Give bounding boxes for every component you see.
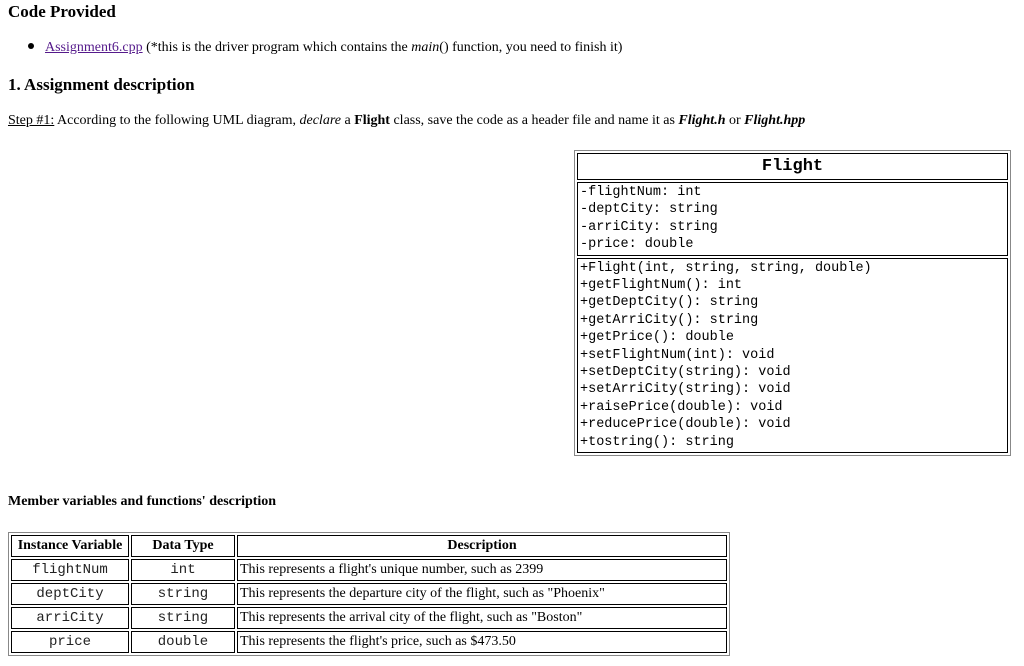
bullet-icon — [28, 43, 34, 49]
table-header-row — [11, 535, 727, 557]
assignment6-link[interactable]: Assignment6.cpp — [45, 40, 143, 55]
step-text-part: According to the following UML diagram, — [54, 113, 300, 128]
step-1-label: Step #1: — [8, 113, 55, 128]
step-text-part: a — [340, 113, 355, 128]
description-cell: This represents the departure city of the flight, such as "Phoenix" — [237, 583, 727, 605]
uml-method: +raisePrice(double): void — [580, 399, 783, 415]
column-header: Instance Variable — [11, 535, 129, 557]
uml-method: +getPrice(): double — [580, 330, 734, 346]
uml-method: +setDeptCity(string): void — [580, 365, 791, 381]
data-type-cell: string — [131, 607, 235, 629]
variable-name-cell: flightNum — [11, 559, 129, 581]
uml-attribute: -deptCity: string — [580, 202, 718, 218]
uml-method: +setFlightNum(int): void — [580, 347, 775, 363]
uml-methods — [577, 258, 1008, 453]
note-suffix: () function, you need to finish it) — [439, 40, 623, 55]
description-cell: This represents the arrival city of the flight, such as "Boston" — [237, 607, 727, 629]
data-type-cell: double — [131, 631, 235, 653]
assignment-heading: 1. Assignment description — [8, 75, 195, 94]
step-file-h: Flight.h — [678, 113, 726, 128]
variable-name-cell: deptCity — [11, 583, 129, 605]
uml-method: +setArriCity(string): void — [580, 382, 791, 398]
uml-method: +reducePrice(double): void — [580, 417, 791, 433]
data-type-cell: int — [131, 559, 235, 581]
uml-attribute: -arriCity: string — [580, 219, 718, 235]
uml-method: +Flight(int, string, string, double) — [580, 260, 872, 276]
column-header: Data Type — [131, 535, 235, 557]
code-provided-item — [28, 40, 622, 56]
member-description-heading: Member variables and functions' description — [8, 494, 277, 509]
uml-method: +getFlightNum(): int — [580, 278, 743, 294]
data-type-cell: string — [131, 583, 235, 605]
description-cell: This represents a flight's unique number, such as 2399 — [237, 559, 727, 581]
member-variables-table — [8, 532, 730, 656]
uml-method: +getArriCity(): string — [580, 312, 759, 328]
step-class-name: Flight — [354, 113, 390, 128]
code-provided-heading: Code Provided — [8, 2, 116, 21]
uml-method: +getDeptCity(): string — [580, 295, 759, 311]
uml-attribute: -flightNum: int — [580, 185, 702, 200]
step-declare: declare — [299, 113, 341, 128]
table-row — [11, 631, 727, 653]
column-header: Description — [237, 535, 727, 557]
uml-attribute: -price: double — [580, 237, 694, 253]
variable-name-cell: price — [11, 631, 129, 653]
step-1-text — [8, 113, 805, 129]
uml-attributes — [577, 182, 1008, 256]
variable-name-cell: arriCity — [11, 607, 129, 629]
note-main: main — [411, 40, 440, 55]
uml-diagram — [574, 150, 1011, 456]
step-file-hpp: Flight.hpp — [744, 113, 806, 128]
table-row — [11, 559, 727, 581]
uml-class-name: Flight — [577, 153, 1008, 180]
step-text-part: or — [725, 113, 745, 128]
table-row — [11, 607, 727, 629]
description-cell: This represents the flight's price, such as $473.50 — [237, 631, 727, 653]
table-row — [11, 583, 727, 605]
uml-method: +tostring(): string — [580, 434, 734, 450]
note-prefix: (*this is the driver program which contains the — [142, 40, 412, 55]
step-text-part: class, save the code as a header file and name it as — [389, 113, 679, 128]
